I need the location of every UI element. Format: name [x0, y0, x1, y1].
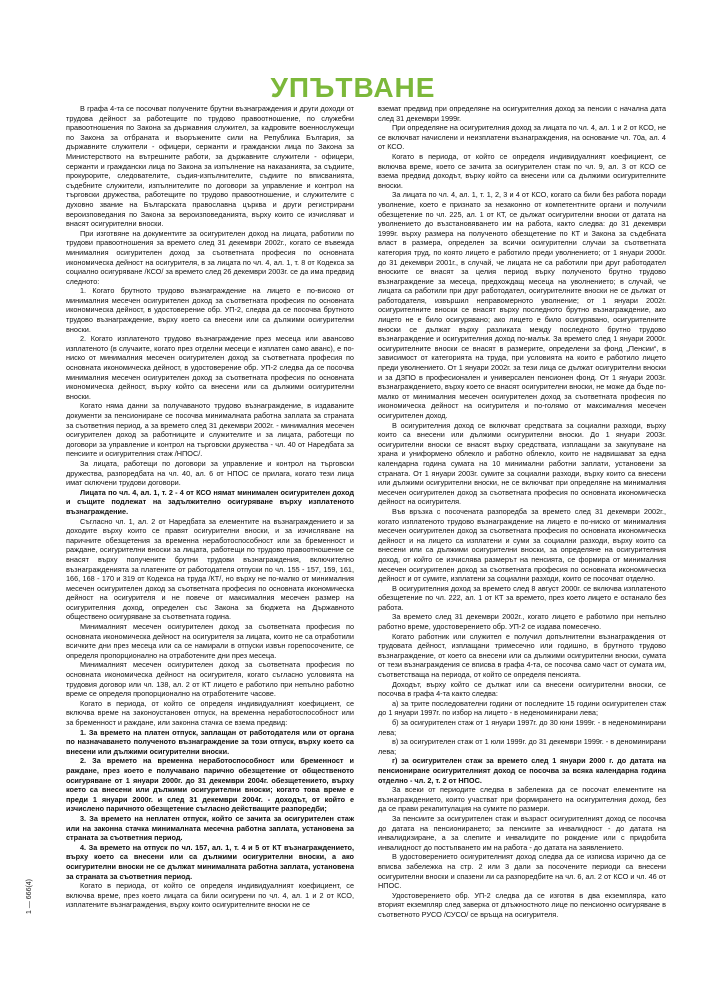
- paragraph: а) за трите последователни години от последните 15 години осигурителен стаж до 1 януари 1997г. по избор на лицето - в неденоминирани лева;: [378, 698, 666, 718]
- paragraph: При определяне на осигурителния доход за лицата по чл. 4, ал. 1 и 2 от КСО, не се включват начислени и неизплатени възнаграждения, на основание чл. 70а, ал. 4 от КСО.: [378, 123, 666, 152]
- paragraph: 2. Когато изплатеното трудово възнаграждение през месеца или авансово изплатеното (в случаите, когато през отделни месеци е изплатен само аванс), е по-ниско от минималния месечен осигурителен доход за съответната професия по основната икономическа дейност, в удостоверение обр. УП-2 следва да се посочва минималния месечен осигурителен доход за съответната професия по основната икономическа дейност, върху който са внесени или са дължими осигурителни вноски.: [66, 334, 354, 401]
- paragraph: За времето след 31 декември 2002г., когато лицето е работило при непълно работно време, удостоверението обр. УП-2 се издава помесечно.: [378, 612, 666, 632]
- paragraph: В графа 4-та се посочват получените брутни възнаграждения и други доходи от трудова дейност за работещите по трудово правоотношение, по служебни правоотношения по Закона за държавния служител, за кадровите военнослужещи по Закона за отбраната и въоръжените сили на Република България, за държавните служители - офицери, сержанти и граждански лица по Закона за Министерството на вътрешните работи, за държавните служители - офицери, сержанти и граждански лица по Закона за изпълнение на наказанията, за съдиите, прокурорите, следователите, съдия-изпълнителите, съдиите по вписванията, съдебните служители, изпълнителите по договори за управление и контрол на търговски дружества, работещите по трудово правоотношение, и служителите с духовно звание на Българската православна църква и други регистрирани вероизповедания по Закона за вероизповеданията, върху които се изчисляват и внасят осигурителни вноски.: [66, 104, 354, 229]
- text-columns: [66, 104, 666, 989]
- paragraph: Съгласно чл. 1, ал. 2 от Наредбата за елементите на възнаграждението и за доходите върху които се правят осигурителни вноски, и за изчисляване на паричните обезщетения за временна неработоспособност или за бременност и раждане, осигурителни вноски за лицата, работещи по трудово правоотношение се внасят върху получените брутни трудови възнаграждения, включително възнагражденията за платените от работодателя отпуски по чл. 155 - 157, 159, 161, 166, 168 - 170 и 319 от Кодекса на труда /КТ/, но върху не по-малко от минималния месечен осигурителен доход за съответната професия по основната икономическа дейност на осигурителя и не повече от максималния месечен размер на осигурителния доход, определен със Закона за бюджета на Държавното обществено осигуряване за съответната година.: [66, 516, 354, 622]
- paragraph: В удостоверението осигурителният доход следва да се изписва изрично да се вписва забележка на стр. 2 или 3 дали за посочените периоди са внесени осигурителни вноски и спазени ли са разпоредбите на чл. 6, ал. 2 от КСО и чл. 46 от НПОС.: [378, 852, 666, 891]
- paragraph: Във връзка с посочената разпоредба за времето след 31 декември 2002г., когато изплатеното трудово възнаграждение на лицето е по-ниско от минималния месечен осигурителен доход за съответната професия по основната икономическа дейност и на лицето са изплатени и суми за социални разходи, върху които са внесени или са дължими осигурителни вноски, за определяне на осигурителния доход, от който се изчислява размерът на пенсията, се формира от минималния месечен осигурителен доход за съответната професия по основната икономическа дейност и от сумите, изплатени за социални разходи, които се посочват отделно.: [378, 506, 666, 584]
- paragraph: Минималният месечен осигурителен доход за съответната професия по основната икономическа дейност на осигурителя за лицата, които не са отработили всичките дни през месеца или са се намирали в отпуски извън горепосочените, се определя пропорционално на отработените дни през месеца.: [66, 622, 354, 660]
- paragraph: За лицата, работещи по договори за управление и контрол на търговски дружества, разпоредбата на чл. 40, ал. 6 от НПОС се прилага, когато тези лица имат сключени трудови договори.: [66, 458, 354, 488]
- paragraph: вземат предвид при определяне на осигурителния доход за пенсии с начална дата след 31 декември 1999г.: [378, 104, 666, 123]
- paragraph-bold: 1. За времето на платен отпуск, заплащан от работодателя или от органа по назначаването полученото възнаграждение за този отпуск, върху което са внесени или дължими осигурителни вноски.: [66, 727, 354, 756]
- paragraph-bold: г) за осигурителен стаж за времето след 1 януари 2000 г. до датата на пенсиониране осигурителният доход се посочва за всяка календарна година отделно - чл. 2, т. 2 от НПОС.: [378, 756, 666, 785]
- paragraph: Когато в периода, от който се определя индивидуалният коефициент, се включва време, което се зачита за осигурителен стаж по чл. 9, ал. 3 от КСО се взема предвид доходът, върху който са внесени или са дължими осигурителните вноски.: [378, 151, 666, 190]
- paragraph-bold: 3. За времето на неплатен отпуск, който се зачита за осигурителен стаж или на законна стачка минималната месечна работна заплата, установена за страната за съответния период.: [66, 813, 354, 843]
- paragraph: Когато в периода, от който се определя индивидуалният коефициент, се включва време на законоустановен отпуск, на временна неработоспособност или за бременност и раждане, или законна стачка се взема предвид:: [66, 698, 354, 727]
- form-code: 1 — 666(4): [26, 878, 33, 914]
- paragraph: В осигурителния доход се включват средствата за социални разходи, върху които са внесени или дължими осигурителни вноски. До 1 януари 2003г. осигурителни вноски се внасят върху средствата, изплащани за закупуване на храна и униформено облекло и работно облекло, които не надвишават за една календарна година сумата на 10 минимални работни заплати, установени за страната. От 1 януари 2003г. сумите за социални разходи, върху които са внесени или дължими осигурителни вноски, не се включват при определяне на минималния месечен осигурителен доход за съответната професия по основната икономическа дейност на осигурителя.: [378, 420, 666, 507]
- paragraph-bold: 2. За времето на временна неработоспособност или бременност и раждане, през което е получавано парично обезщетение от общественото осигуряване от 1 януари 2000г. до 31 декември 2004г. обезщетението, върху което са внесени или дължими осигурителни вноски; когато това време е преди 1 януари 2000г. и след 31 декември 2004г. - доходът, от който е изчислено паричното обезщетение съгласно действащите разпоредби;: [66, 756, 354, 814]
- left-column: [66, 104, 354, 989]
- paragraph: 1. Когато брутното трудово възнаграждение на лицето е по-високо от минималния месечен осигурителен доход за съответната професия по основната икономическа дейност, в удостоверение обр. УП-2, следва да се посочва брутното трудово възнаграждение, върху което са внесени или са дължими осигурителни вноски.: [66, 286, 354, 334]
- paragraph: б) за осигурителен стаж от 1 януари 1997г. до 30 юни 1999г. - в неденоминирани лева;: [378, 718, 666, 737]
- paragraph: При изготвяне на документите за осигурителен доход на лицата, работили по трудови правоотношения за времето след 31 декември 2002г., когато се въвежда минималния осигурителен доход за съответната професия по основната икономическа дейност на осигурителя, в за лицата по чл. 4, ал. 1, т. 8 от Кодекса за социално осигуряване /КСО/ за времето след 26 декември 2003г. се да има предвид следното:: [66, 228, 354, 286]
- paragraph: Когато работник или служител е получил допълнителни възнаграждения от трудовата дейност, изплащани тримесечно или годишно, в брутното трудово възнаграждение, от което са внесени или са дължими осигурителни вноски, сумата от тези възнаграждения се вписва в графа 4-та, се посочва само част от сумата им, съответстваща на периода, от който се определя пенсията.: [378, 631, 666, 680]
- paragraph: За лицата по чл. 4, ал. 1, т. 1, 2, 3 и 4 от КСО, когато са били без работа поради уволнение, което е признато за незаконно от компетентните органи и получили обезщетение по чл. 225, ал. 1 от КТ, се дължат осигурителни вноски от датата на уволнението до възстановяването им на работа, както следва: до 31 декември 1999г. върху размера на полученото обезщетение по КТ и Закона за съдебната власт в размера, определен за всички осигурителни случаи за съответната категория труд, по която лицето е работило преди уволнението; от 1 януари 2000г. до 31 декември 2001г., в случай, че лицата не са работили при друг работодател вноските се внасят за целия период върху полученото брутно трудово възнаграждение за месеца, предхождащ месеца на уволнението; в случай, че лицата са работили при друг работодател, осигурителните вноски не се дължат от работодателя, извършил неправомерното уволнение; от 1 януари 2002г. осигурителните вноски се внасят върху последното брутно възнаграждение, ако лицето не е било осигурявано; ако лицето е било осигурявано, осигурителните вноски се дължат върху разликата между последното брутно трудово възнаграждение и осигурителния доход по-малък. За времето след 1 януари 2000г. осигурителните вноски се внасят в размерите, определени за фонд „Пенсии“, в зависимост от категорията на труда, при условията на които е работило лицето преди уволнението. От 1 януари 2002г. за тези лица се дължат осигурителни вноски и за ДЗПО в професионален и универсален пенсионен фонд. От 1 януари 2003г. възнаграждението, върху което се внасят осигурителни вноски, не може да бъде по-малко от минималния месечен осигурителен доход за съответната професия по икономическа дейност на осигурителя и по-голямо от максималния месечен осигурителен доход.: [378, 190, 666, 420]
- page-title: УПЪТВАНЕ: [270, 72, 436, 103]
- paragraph-bold: Лицата по чл. 4, ал. 1, т. 2 - 4 от КСО нямат минимален осигурителен доход и същите подлежат на задължително осигуряване върху изплатеното възнаграждение.: [66, 487, 354, 516]
- paragraph: В осигурителния доход за времето след 8 август 2000г. се включва изплатеното обезщетение по чл. 222, ал. 1 от КТ за времето, през което лицето е останало без работа.: [378, 583, 666, 612]
- paragraph: Когато няма данни за получаваното трудово възнаграждение, в издаваните документи за пенсиониране се посочва минималната работна заплата за страната за съответния период, а за времето след 31 декември 2002г. - минималния месечен осигурителен доход за работниците и служителите и за лицата, работещи по договори за управление и контрол на търговски дружества - чл. 40 от Наредбата за пенсиите и осигурителния стаж /НПОС/.: [66, 401, 354, 459]
- paragraph: За всеки от периодите следва в забележка да се посочат елементите на възнаграждението, които участват при формирането на осигурителния доход, без да се прави рекапитулация на сумите по размери.: [378, 785, 666, 814]
- paragraph: Удостоверението обр. УП-2 следва да се изготвя в два екземпляра, като вторият екземпляр след заверка от длъжностното лице по пенсионно осигуряване в съответното РУСО /СУСО/ се връща на осигурителя.: [378, 890, 666, 919]
- paragraph: в) за осигурителен стаж от 1 юли 1999г. до 31 декември 1999г. - в деноминирани лева;: [378, 737, 666, 756]
- paragraph: Доходът, върху който се дължат или са внесени осигурителни вноски, се посочва в графа 4-та както следва:: [378, 679, 666, 699]
- right-column: [378, 104, 666, 989]
- paragraph-bold: 4. За времето на отпуск по чл. 157, ал. 1, т. 4 и 5 от КТ възнаграждението, върху което са внесени или са дължими осигурителни вноски, а ако осигурителни вноски не се дължат минималната работна заплата, установена за страната за съответния период.: [66, 842, 354, 881]
- paragraph: За пенсиите за осигурителен стаж и възраст осигурителният доход се посочва до датата на пенсионирането; за пенсиите за инвалидност - до датата на инвалидизиране, а за слепите и инвалидите по рождение или с придобита инвалидност до постъпването им на работа - до датата на заявлението.: [378, 813, 666, 852]
- paragraph: Минималният месечен осигурителен доход за съответната професия по основната икономическа дейност на осигурителя, когато съгласно условията на трудовия договор или чл. 138, ал. 2 от КТ лицето е работило при непълно работно време се определя пропорционално на отработените часове.: [66, 660, 354, 699]
- paragraph: Когато в периода, от който се определя индивидуалният коефициент, се включва време, през което лицата са били осигурени по чл. 4, ал. 1 и 2 от КСО, изплатените възнаграждения, върху които осигурителните вноски не се: [66, 881, 354, 910]
